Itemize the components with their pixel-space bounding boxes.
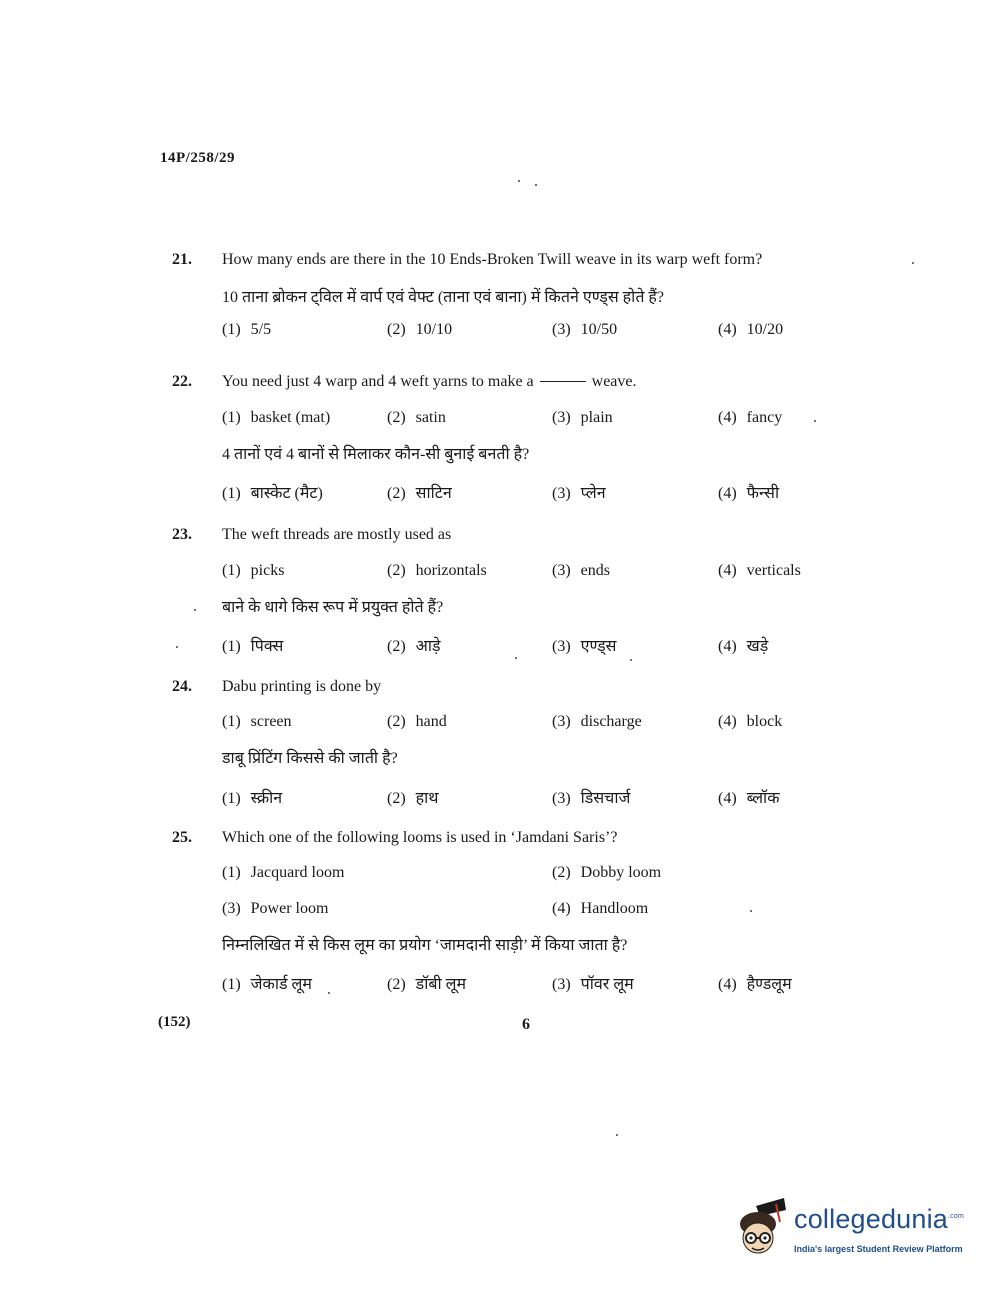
scan-speck	[328, 992, 330, 994]
option-3: (3) 10/50	[552, 321, 618, 338]
option-3-hi: (3) पॉवर लूम	[552, 976, 634, 993]
paper-code: 14P/258/29	[160, 150, 235, 166]
option-3: (3) Power loom	[222, 900, 329, 917]
option-1: (1) picks	[222, 562, 285, 579]
option-4: (4) fancy	[718, 409, 783, 426]
option-4-hi: (4) ब्लॉक	[718, 790, 780, 807]
option-2: (2) hand	[387, 713, 447, 730]
options-hi	[222, 972, 862, 996]
option-2: (2) satin	[387, 409, 446, 426]
question-number: 23.	[172, 526, 192, 543]
options-hi	[222, 634, 862, 658]
option-1-hi: (1) स्क्रीन	[222, 790, 283, 807]
scan-speck	[912, 262, 914, 264]
question-text-hi: निम्नलिखित में से किस लूम का प्रयोग ‘जामदानी साड़ी’ में किया जाता है?	[222, 937, 628, 954]
question-text-en: The weft threads are mostly used as	[222, 526, 452, 543]
question-number: 22.	[172, 373, 192, 390]
brand-name: collegedunia$^{.com}$	[794, 1204, 965, 1234]
page-number: 6	[522, 1016, 530, 1033]
mascot-icon	[736, 1196, 792, 1262]
question-text-en: How many ends are there in the 10 Ends-Broken Twill weave in its warp weft form?	[222, 251, 763, 268]
options-en	[222, 562, 862, 586]
option-2: (2) Dobby loom	[552, 864, 662, 881]
scan-speck	[194, 609, 196, 611]
scan-speck	[616, 1134, 618, 1136]
option-2-hi: (2) हाथ	[387, 790, 439, 807]
question-number: 21.	[172, 251, 192, 268]
option-1-hi: (1) पिक्स	[222, 638, 284, 655]
scan-speck	[630, 659, 632, 661]
question-text-hi: 10 ताना ब्रोकन ट्विल में वार्प एवं वेफ्ट (ताना एवं बाना) में कितने एण्ड्स होते हैं?	[222, 289, 665, 306]
option-3-hi: (3) डिसचार्ज	[552, 790, 631, 807]
scan-speck	[814, 420, 816, 422]
brand-tagline: India's largest Student Review Platform	[794, 1244, 963, 1254]
question-number: 25.	[172, 829, 192, 846]
option-1: (1) screen	[222, 713, 292, 730]
option-3: (3) plain	[552, 409, 613, 426]
options-en-row-1	[222, 864, 862, 888]
option-4: (4) verticals	[718, 562, 801, 579]
option-1: (1) basket (mat)	[222, 409, 331, 426]
question-text-en: Dabu printing is done by	[222, 678, 382, 695]
option-1: (1) 5/5	[222, 321, 272, 338]
question-text-en: You need just 4 warp and 4 weft yarns to make a weave.	[222, 373, 637, 390]
option-4: (4) block	[718, 713, 783, 730]
collegedunia-watermark	[736, 1196, 966, 1262]
option-4: (4) 10/20	[718, 321, 784, 338]
option-1: (1) Jacquard loom	[222, 864, 345, 881]
scan-speck	[750, 910, 752, 912]
question-text-en: Which one of the following looms is used in ‘Jamdani Saris’?	[222, 829, 618, 846]
fill-in-blank	[540, 381, 586, 382]
option-2-hi: (2) डॉबी लूम	[387, 976, 467, 993]
question-text-hi: बाने के धागे किस रूप में प्रयुक्त होते हैं?	[222, 599, 444, 616]
option-4-hi: (4) हैण्डलूम	[718, 976, 792, 993]
options-hi	[222, 786, 862, 810]
footer-code: (152)	[158, 1014, 191, 1030]
option-4-hi: (4) खड़े	[718, 638, 769, 655]
option-4-hi: (4) फैन्सी	[718, 485, 780, 502]
scan-speck	[535, 184, 537, 186]
options-hi	[222, 481, 862, 505]
scan-speck	[176, 646, 178, 648]
option-1-hi: (1) जेकार्ड लूम	[222, 976, 312, 993]
question-number: 24.	[172, 678, 192, 695]
option-2-hi: (2) आड़े	[387, 638, 441, 655]
question-text-hi: डाबू प्रिंटिंग किससे की जाती है?	[222, 750, 398, 767]
option-3-hi: (3) एण्ड्स	[552, 638, 617, 655]
options-en-row-2	[222, 900, 862, 924]
question-text-hi: 4 तानों एवं 4 बानों से मिलाकर कौन-सी बुनाई बनती है?	[222, 446, 530, 463]
option-3-hi: (3) प्लेन	[552, 485, 606, 502]
option-3: (3) discharge	[552, 713, 642, 730]
options-en	[222, 409, 862, 433]
option-2: (2) horizontals	[387, 562, 487, 579]
option-2-hi: (2) साटिन	[387, 485, 452, 502]
option-2: (2) 10/10	[387, 321, 453, 338]
scan-speck	[518, 180, 520, 182]
scan-speck	[515, 657, 517, 659]
option-4: (4) Handloom	[552, 900, 649, 917]
option-1-hi: (1) बास्केट (मैट)	[222, 485, 323, 502]
options-en	[222, 713, 862, 737]
options-en	[222, 321, 862, 345]
option-3: (3) ends	[552, 562, 610, 579]
